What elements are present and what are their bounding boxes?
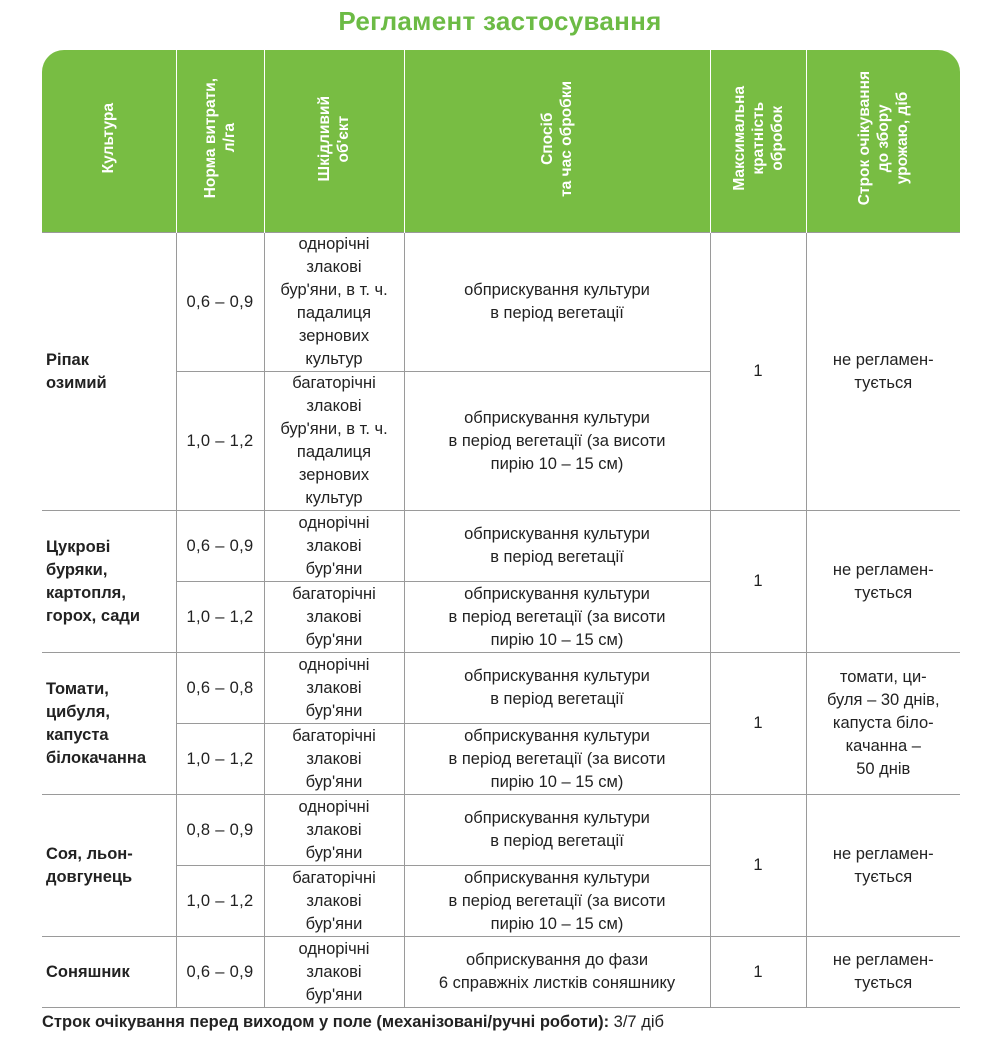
regulations-table bbox=[42, 50, 960, 1008]
header-rate: Норма витрати, л/га bbox=[176, 50, 264, 233]
method-cell: обприскування культури в період вегетації (за висоти пирію 10 – 15 см) bbox=[404, 866, 710, 937]
crop-cell: Томати, цибуля, капуста білокачанна bbox=[42, 653, 176, 795]
footer-note bbox=[42, 1013, 664, 1032]
method-cell: обприскування культури в період вегетації bbox=[404, 233, 710, 372]
header-target: Шкідливий об'єкт bbox=[264, 50, 404, 233]
rate-cell: 1,0 – 1,2 bbox=[176, 372, 264, 511]
header-method: Спосіб та час обробки bbox=[404, 50, 710, 233]
rate-cell: 0,6 – 0,9 bbox=[176, 233, 264, 372]
method-cell: обприскування культури в період вегетації bbox=[404, 795, 710, 866]
target-cell: однорічні злакові бур'яни bbox=[264, 653, 404, 724]
rate-cell: 1,0 – 1,2 bbox=[176, 724, 264, 795]
target-cell: багаторічні злакові бур'яни bbox=[264, 724, 404, 795]
rate-cell: 0,6 – 0,8 bbox=[176, 653, 264, 724]
footer-label: Строк очікування перед виходом у поле (механізовані/ручні роботи): bbox=[42, 1013, 610, 1031]
max-treatments-cell: 1 bbox=[710, 511, 806, 653]
table-row bbox=[42, 795, 960, 866]
method-cell: обприскування культури в період вегетації bbox=[404, 511, 710, 582]
table-row bbox=[42, 233, 960, 372]
header-wait-period: Строк очікування до збору урожаю, діб bbox=[806, 50, 960, 233]
method-cell: обприскування культури в період вегетації bbox=[404, 653, 710, 724]
header-max-treatments: Максимальна кратність обробок bbox=[710, 50, 806, 233]
table-header-row bbox=[42, 50, 960, 233]
crop-cell: Соняшник bbox=[42, 937, 176, 1008]
footer-value: 3/7 діб bbox=[613, 1013, 664, 1031]
crop-cell: Цукрові буряки, картопля, горох, сади bbox=[42, 511, 176, 653]
target-cell: однорічні злакові бур'яни bbox=[264, 795, 404, 866]
max-treatments-cell: 1 bbox=[710, 795, 806, 937]
target-cell: багаторічні злакові бур'яни bbox=[264, 866, 404, 937]
wait-period-cell: не регламен- тується bbox=[806, 511, 960, 653]
rate-cell: 0,8 – 0,9 bbox=[176, 795, 264, 866]
target-cell: багаторічні злакові бур'яни, в т. ч. падалиця зернових культур bbox=[264, 372, 404, 511]
target-cell: однорічні злакові бур'яни, в т. ч. падалиця зернових культур bbox=[264, 233, 404, 372]
max-treatments-cell: 1 bbox=[710, 653, 806, 795]
table-row bbox=[42, 511, 960, 582]
method-cell: обприскування до фази 6 справжніх листків соняшнику bbox=[404, 937, 710, 1008]
rate-cell: 1,0 – 1,2 bbox=[176, 582, 264, 653]
method-cell: обприскування культури в період вегетації (за висоти пирію 10 – 15 см) bbox=[404, 582, 710, 653]
rate-cell: 0,6 – 0,9 bbox=[176, 937, 264, 1008]
target-cell: багаторічні злакові бур'яни bbox=[264, 582, 404, 653]
page-title: Регламент застосування bbox=[338, 6, 662, 36]
wait-period-cell: не регламен- тується bbox=[806, 795, 960, 937]
table-row bbox=[42, 937, 960, 1008]
rate-cell: 1,0 – 1,2 bbox=[176, 866, 264, 937]
crop-cell: Соя, льон- довгунець bbox=[42, 795, 176, 937]
method-cell: обприскування культури в період вегетації (за висоти пирію 10 – 15 см) bbox=[404, 724, 710, 795]
header-culture: Культура bbox=[42, 50, 176, 233]
method-cell: обприскування культури в період вегетації (за висоти пирію 10 – 15 см) bbox=[404, 372, 710, 511]
wait-period-cell: томати, ци- буля – 30 днів, капуста біло- качанна – 50 днів bbox=[806, 653, 960, 795]
target-cell: однорічні злакові бур'яни bbox=[264, 937, 404, 1008]
max-treatments-cell: 1 bbox=[710, 233, 806, 511]
wait-period-cell: не регламен- тується bbox=[806, 233, 960, 511]
table-row bbox=[42, 653, 960, 724]
wait-period-cell: не регламен- тується bbox=[806, 937, 960, 1008]
max-treatments-cell: 1 bbox=[710, 937, 806, 1008]
rate-cell: 0,6 – 0,9 bbox=[176, 511, 264, 582]
target-cell: однорічні злакові бур'яни bbox=[264, 511, 404, 582]
crop-cell: Ріпак озимий bbox=[42, 233, 176, 511]
